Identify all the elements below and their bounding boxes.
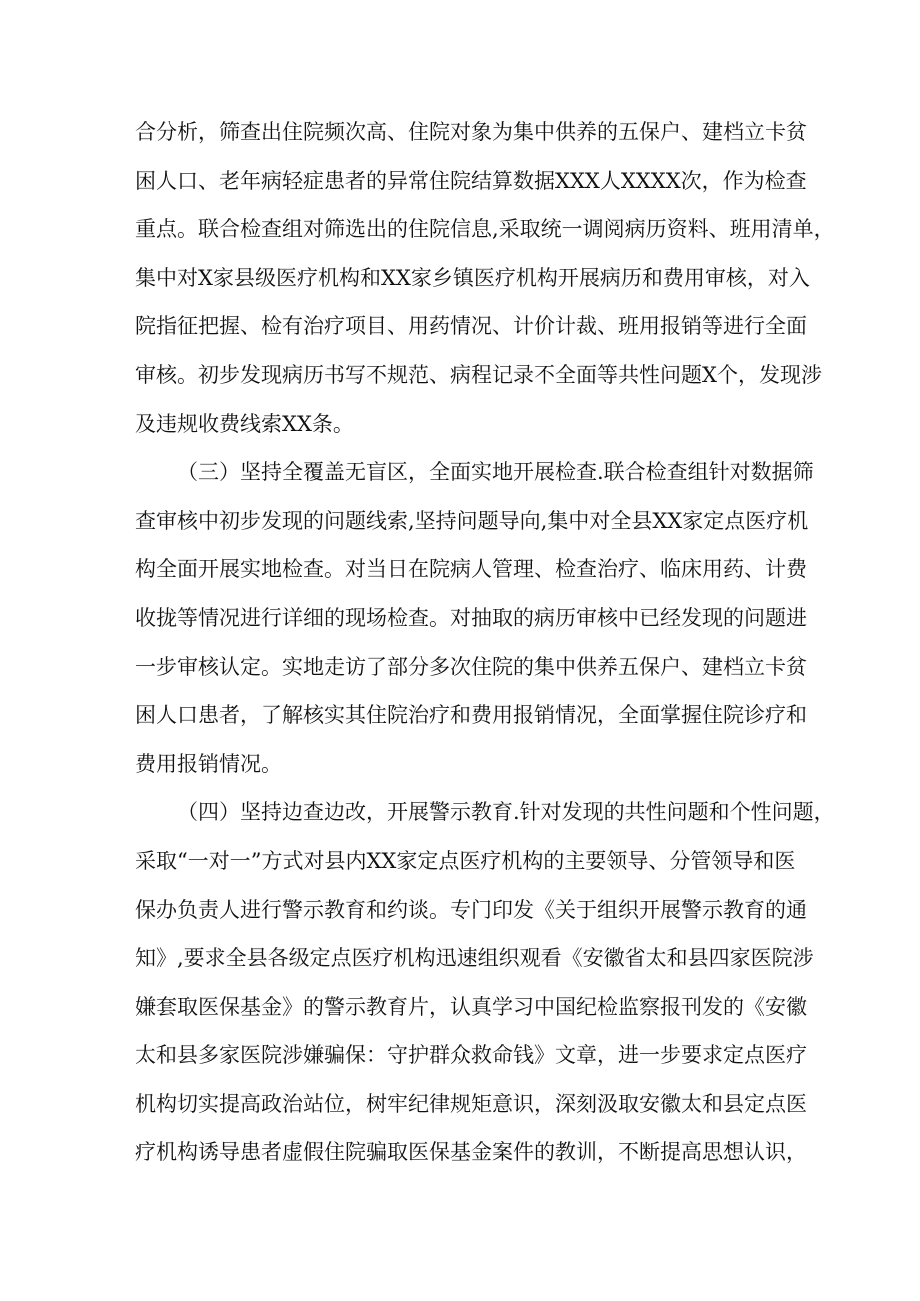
text-line: 院指征把握、检有治疗项目、用药情况、计价计裁、班用报销等进行全面 xyxy=(135,314,807,339)
text-line: 收拢等情况进行详细的现场检查。对抽取的病历审核中已经发现的问题进 xyxy=(135,605,807,630)
text-line: 采取“一对一”方式对县内XX家定点医疗机构的主要领导、分管领导和医 xyxy=(135,848,796,873)
text-line: 嫌套取医保基金》的警示教育片，认真学习中国纪检监察报刊发的《安徽 xyxy=(135,994,807,1019)
section-4-heading-line: （四）坚持边查边改，开展警示教育.针对发现的共性问题和个性问题， xyxy=(177,800,835,825)
text-line: 查审核中初步发现的问题线索,坚持问题导向,集中对全县XX家定点医疗机 xyxy=(135,508,809,533)
text-line: 知》,要求全县各级定点医疗机构迅速组织观看《安徽省太和县四家医院涉 xyxy=(135,946,814,971)
text-line: 机构切实提高政治站位，树牢纪律规矩意识，深刻汲取安徽太和县定点医 xyxy=(135,1091,807,1116)
text-line: 疗机构诱导患者虚假住院骗取医保基金案件的教训，不断提高思想认识， xyxy=(135,1140,807,1165)
text-line: 构全面开展实地检查。对当日在院病人管理、检查治疗、临床用药、计费 xyxy=(135,557,807,582)
document-body xyxy=(135,108,835,1177)
text-line: 合分析，筛查出住院频次高、住院对象为集中供养的五保户、建档立卡贫 xyxy=(135,120,807,144)
text-line: 费用报销情况。 xyxy=(135,751,282,776)
text-line: 困人口患者，了解核实其住院治疗和费用报销情况，全面掌握住院诊疗和 xyxy=(135,703,807,728)
text-line: 及违规收费线索XX条。 xyxy=(135,411,354,436)
text-line: 重点。联合检查组对筛选出的住院信息,采取统一调阅病历资料、班用清单， xyxy=(135,217,835,242)
text-line: 一步审核认定。实地走访了部分多次住院的集中供养五保户、建档立卡贫 xyxy=(135,654,807,679)
text-line: 保办负责人进行警示教育和约谈。专门印发《关于组织开展警示教育的通 xyxy=(135,897,807,922)
text-line: 集中对X家县级医疗机构和XX家乡镇医疗机构开展病历和费用审核，对入 xyxy=(135,265,810,290)
text-line: 审核。初步发现病历书写不规范、病程记录不全面等共性问题X个，发现涉 xyxy=(135,362,822,387)
section-3-heading-line: （三）坚持全覆盖无盲区，全面实地开展检查.联合检查组针对数据筛 xyxy=(177,460,814,485)
text-line: 困人口、老年病轻症患者的异常住院结算数据XXX人XXXX次，作为检查 xyxy=(135,168,807,193)
text-line: 太和县多家医院涉嫌骗保：守护群众救命钱》文章，进一步要求定点医疗 xyxy=(135,1043,807,1068)
